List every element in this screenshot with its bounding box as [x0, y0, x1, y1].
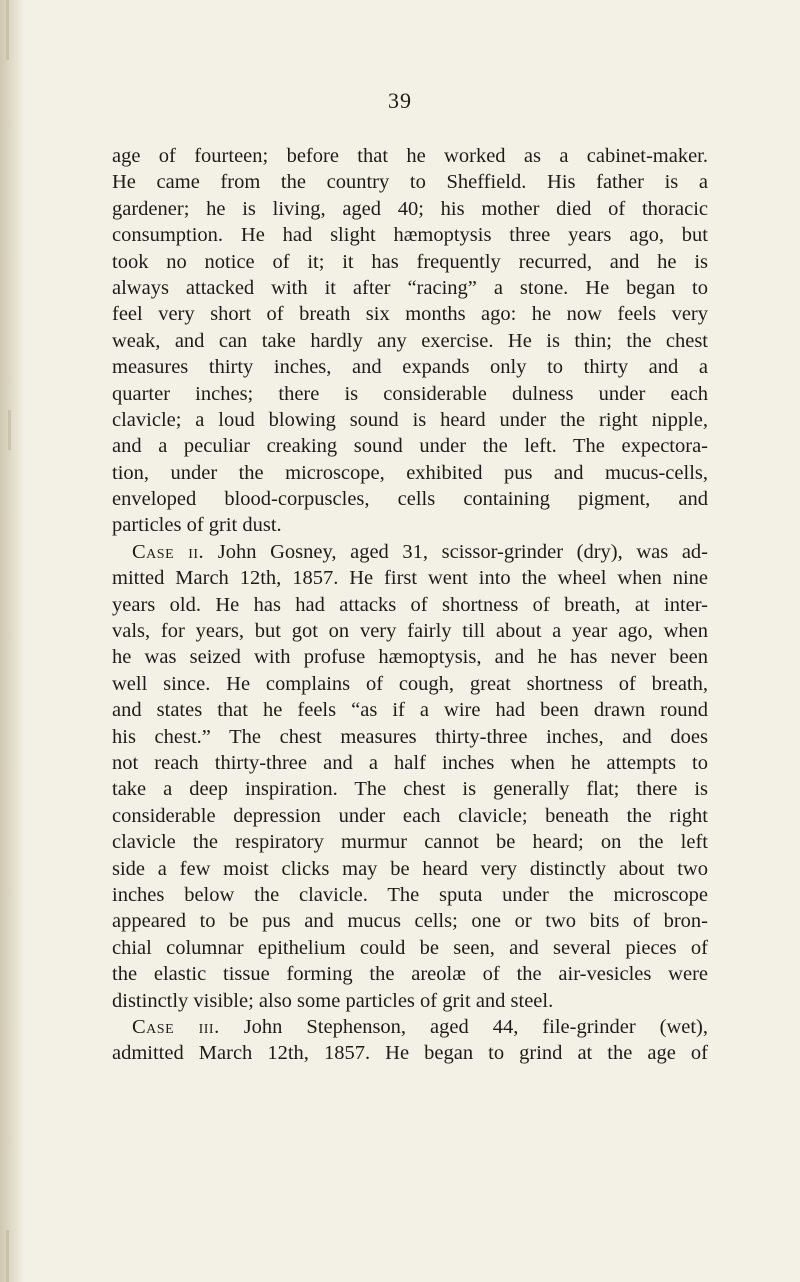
text-line: he was seized with profuse hæmoptysis, and he has never been: [112, 646, 708, 669]
text-line: not reach thirty-three and a half inches when he attempts to: [112, 751, 708, 774]
case-label: Case iii.: [132, 1015, 220, 1038]
text-line: quarter inches; there is considerable dulness under each: [112, 382, 708, 405]
text-line: [112, 539, 708, 565]
text-line-rest: John Stephenson, aged 44, file-grinder (wet),: [219, 1015, 709, 1038]
text-line: admitted March 12th, 1857. He began to grind at the age of: [112, 1042, 708, 1065]
text-line-rest: John Gosney, aged 31, scissor-grinder (dry), was ad-: [204, 540, 708, 563]
text-line: considerable depression under each clavicle; beneath the right: [112, 804, 708, 827]
text-line: measures thirty inches, and expands only to thirty and a: [112, 356, 708, 379]
text-line: years old. He has had attacks of shortness of breath, at inter-: [112, 593, 708, 616]
page-body: [112, 143, 708, 1067]
text-line: and a peculiar creaking sound under the left. The expectora-: [112, 435, 708, 458]
text-line: enveloped blood-corpuscles, cells containing pigment, and: [112, 488, 708, 511]
text-line: gardener; he is living, aged 40; his mother died of thoracic: [112, 197, 708, 220]
spine-mark: [6, 0, 9, 60]
text-line: [112, 1014, 708, 1040]
text-line: appeared to be pus and mucus cells; one or two bits of bron-: [112, 910, 708, 933]
text-line: always attacked with it after “racing” a stone. He began to: [112, 276, 708, 299]
text-line: He came from the country to Sheffield. His father is a: [112, 171, 708, 194]
text-line: clavicle the respiratory murmur cannot be heard; on the left: [112, 831, 708, 854]
text-line: consumption. He had slight hæmoptysis three years ago, but: [112, 224, 708, 247]
page-number: 39: [388, 88, 412, 113]
text-line: and states that he feels “as if a wire had been drawn round: [112, 699, 708, 722]
paragraph-case-iii: [112, 1014, 708, 1067]
text-line: side a few moist clicks may be heard very distinctly about two: [112, 857, 708, 880]
spine-mark: [8, 410, 11, 450]
text-line: tion, under the microscope, exhibited pus and mucus-cells,: [112, 461, 708, 484]
text-line: chial columnar epithelium could be seen, and several pieces of: [112, 936, 708, 959]
text-line: clavicle; a loud blowing sound is heard under the right nipple,: [112, 408, 708, 431]
spine-mark: [6, 1230, 9, 1282]
text-line: well since. He complains of cough, great shortness of breath,: [112, 672, 708, 695]
text-line: inches below the clavicle. The sputa under the microscope: [112, 883, 708, 906]
text-line: the elastic tissue forming the areolæ of the air-vesicles were: [112, 963, 708, 986]
text-line: his chest.” The chest measures thirty-three inches, and does: [112, 725, 708, 748]
text-line: distinctly visible; also some particles of grit and steel.: [112, 989, 554, 1012]
text-line: weak, and can take hardly any exercise. He is thin; the chest: [112, 329, 708, 352]
text-line: age of fourteen; before that he worked as a cabinet-maker.: [112, 145, 708, 167]
text-line: feel very short of breath six months ago: he now feels very: [112, 303, 708, 326]
paragraph-case-ii: [112, 539, 708, 1014]
text-line: take a deep inspiration. The chest is generally flat; there is: [112, 778, 708, 801]
text-line: particles of grit dust.: [112, 514, 282, 537]
text-line: mitted March 12th, 1857. He first went into the wheel when nine: [112, 567, 708, 590]
text-line: vals, for years, but got on very fairly till about a year ago, when: [112, 620, 708, 643]
page-spine-shadow: [0, 0, 24, 1282]
case-label: Case ii.: [132, 540, 205, 563]
text-line: took no notice of it; it has frequently recurred, and he is: [112, 250, 708, 273]
paragraph-case-i-continued: [112, 143, 708, 539]
